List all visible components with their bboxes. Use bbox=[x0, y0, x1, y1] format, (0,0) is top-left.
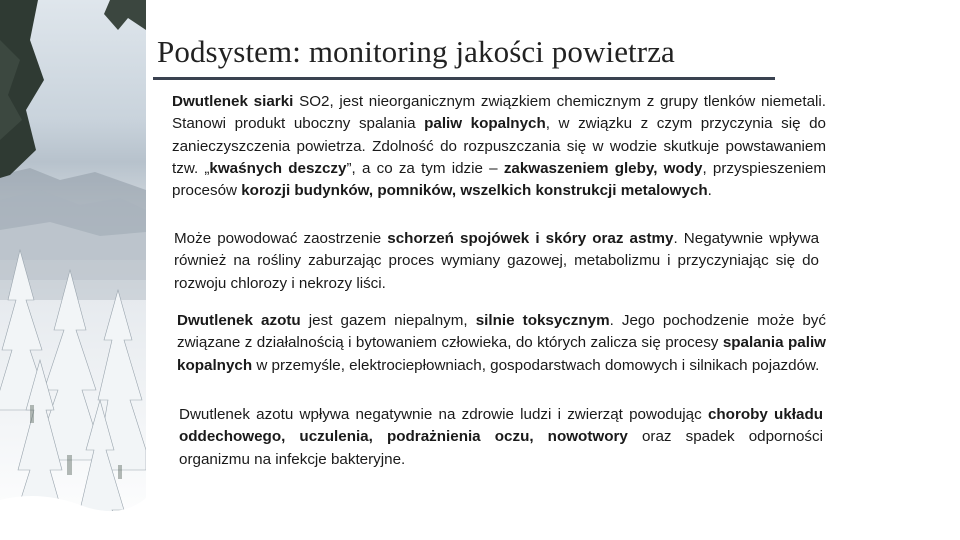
text-run: . Jego pochodzenie może być związane z działalnością i bytowaniem człowieka, do których zalicza się procesy bbox=[177, 312, 826, 352]
text-run: . Negatywnie wpływa również na rośliny zaburzając proces wymiany gazowej, metabolizmu i przyczyniając się do rozwoju chlorozy i nekrozy liści. bbox=[174, 230, 820, 292]
snowy-forest-illustration bbox=[0, 0, 146, 540]
text-run: . bbox=[707, 182, 712, 200]
text-run: SO2, jest nieorganicznym związkiem chemicznym z grupy tlenków niemetali. Stanowi produkt uboczny spalania bbox=[172, 93, 826, 133]
paragraph-nitrogen-dioxide bbox=[177, 310, 826, 377]
bold-text-run: Dwutlenek azotu bbox=[177, 312, 301, 329]
bold-text-run: paliw kopalnych bbox=[424, 115, 546, 133]
bold-text-run: schorzeń spojówek i skóry oraz astmy bbox=[387, 230, 674, 247]
text-run: Może powodować zaostrzenie bbox=[174, 230, 388, 247]
text-run: Dwutlenek azotu wpływa negatywnie na zdrowie ludzi i zwierząt powodując bbox=[179, 406, 708, 423]
paragraph-sulfur-dioxide bbox=[172, 91, 826, 202]
bold-text-run: zakwaszeniem gleby, wody bbox=[503, 159, 703, 177]
bold-text-run: spalania paliw kopalnych bbox=[177, 334, 826, 374]
winter-landscape-photo bbox=[0, 0, 146, 540]
bold-text-run: korozji budynków, pomników, wszelkich konstrukcji metalowych bbox=[241, 182, 708, 200]
bold-text-run: Dwutlenek siarki bbox=[172, 93, 294, 110]
title-underline bbox=[153, 77, 775, 80]
bold-text-run: kwaśnych deszczy bbox=[209, 159, 347, 177]
text-run: jest gazem niepalnym, bbox=[300, 312, 476, 329]
slide-title: Podsystem: monitoring jakości powietrza bbox=[157, 34, 675, 69]
paragraph-nitrogen-dioxide-health bbox=[179, 404, 823, 471]
text-run: ”, a co za tym idzie – bbox=[346, 159, 504, 177]
text-run: w przemyśle, elektrociepłowniach, gospodarstwach domowych i silnikach pojazdów. bbox=[252, 356, 820, 374]
paragraph-sulfur-dioxide-health bbox=[174, 228, 819, 295]
text-run: , przyspieszeniem procesów bbox=[172, 159, 826, 200]
text-run: , w związku z czym przyczynia się do zanieczyszczenia powietrza. Zdolność do rozpuszczania się w wodzie skutkuje powstawaniem tzw. „ bbox=[172, 115, 826, 177]
bold-text-run: silnie toksycznym bbox=[475, 312, 610, 329]
bold-text-run: choroby układu oddechowego, uczulenia, podrażnienia oczu, nowotwory bbox=[179, 406, 824, 446]
text-run: oraz spadek odporności organizmu na infekcje bakteryjne. bbox=[179, 428, 823, 468]
